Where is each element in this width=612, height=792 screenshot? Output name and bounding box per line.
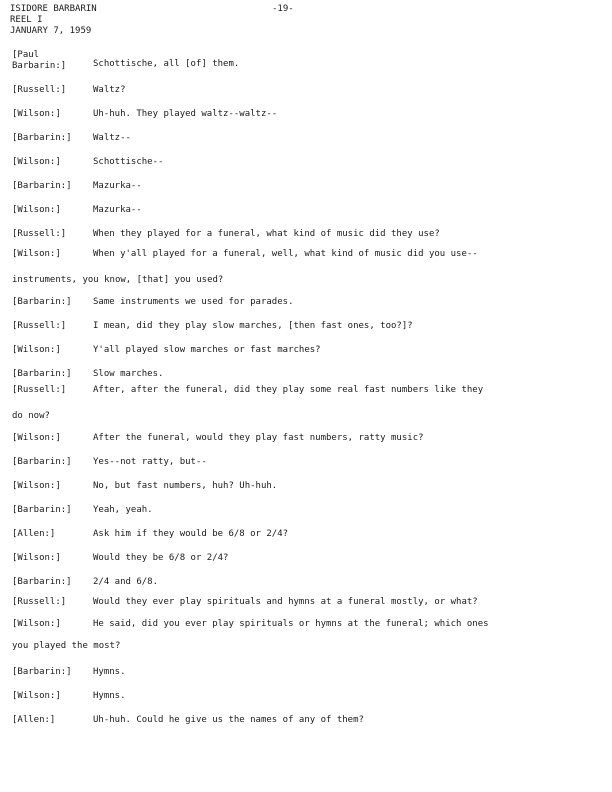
transcript-entry [0,691,612,705]
speaker-label: [Russell:] [12,85,67,95]
speech-continuation: you played the most? [12,641,121,651]
speech-text: I mean, did they play slow marches, [then fast ones, too?]? [93,321,413,331]
speaker-label: [Barbarin:] [12,505,72,515]
speaker-label: [Barbarin:] [12,297,72,307]
header-date: JANUARY 7, 1959 [10,26,92,36]
speech-text: Hymns. [93,691,126,701]
speech-text: Yeah, yeah. [93,505,153,515]
speech-text: Mazurka-- [93,181,142,191]
speaker-label-line: Barbarin:] [12,61,67,71]
speech-text: Mazurka-- [93,205,142,215]
transcript-entry [0,667,612,681]
transcript-entry [0,433,612,447]
speaker-label: [Wilson:] [12,249,61,259]
speech-continuation: instruments, you know, [that] you used? [12,275,224,285]
speech-text: Uh-huh. Could he give us the names of any of them? [93,715,364,725]
transcript-entry [0,85,612,99]
transcript-entry [0,345,612,359]
transcript-entry [0,553,612,567]
transcript-entry [0,109,612,123]
speech-text: When y'all played for a funeral, well, what kind of music did you use-- [93,249,478,259]
speech-text: Ask him if they would be 6/8 or 2/4? [93,529,289,539]
speaker-label: [Wilson:] [12,691,61,701]
speaker-label: [Wilson:] [12,619,61,629]
speaker-label: [Russell:] [12,385,67,395]
speaker-label-line: [Paul [12,50,40,60]
speech-text: Waltz-- [93,133,131,143]
speech-text: When they played for a funeral, what kind of music did they use? [93,229,440,239]
speech-continuation: do now? [12,411,50,421]
transcript-entry [0,321,612,335]
speech-text: Y'all played slow marches or fast marches? [93,345,321,355]
speech-text: After the funeral, would they play fast numbers, ratty music? [93,433,424,443]
document-header [10,4,210,37]
transcript-entry [0,157,612,171]
speech-text: He said, did you ever play spirituals or hymns at the funeral; which ones [93,619,489,629]
transcript-entry [0,577,612,591]
speaker-label: [Barbarin:] [12,667,72,677]
speaker-label [12,50,66,72]
speech-text: Schottische, all [of] them. [93,59,240,69]
speech-text: Would they ever play spirituals and hymns at a funeral mostly, or what? [93,597,478,607]
page-number: -19- [272,4,294,14]
transcript-entry [0,619,612,651]
speaker-label: [Barbarin:] [12,133,72,143]
header-interviewee: ISIDORE BARBARIN [10,4,97,14]
transcript-entry [0,597,612,611]
transcript-entry [0,369,612,383]
transcript-entry [0,205,612,219]
transcript-entry [0,529,612,543]
speaker-label: [Allen:] [12,529,56,539]
speaker-label: [Wilson:] [12,205,61,215]
speaker-label: [Barbarin:] [12,369,72,379]
speaker-label: [Wilson:] [12,553,61,563]
speaker-label: [Barbarin:] [12,457,72,467]
speech-text: Slow marches. [93,369,164,379]
header-reel: REEL I [10,15,43,25]
speech-text: Waltz? [93,85,126,95]
speech-text: Would they be 6/8 or 2/4? [93,553,229,563]
speech-text: Same instruments we used for parades. [93,297,294,307]
speaker-label: [Russell:] [12,229,67,239]
speaker-label: [Wilson:] [12,109,61,119]
speech-text: Yes--not ratty, but-- [93,457,207,467]
transcript-entry [0,181,612,195]
transcript-entry [0,457,612,471]
transcript-entry [0,481,612,495]
speaker-label: [Wilson:] [12,481,61,491]
speaker-label: [Russell:] [12,597,67,607]
transcript-entry [0,385,612,421]
transcript-entry [0,249,612,285]
speaker-label: [Wilson:] [12,157,61,167]
speaker-label: [Allen:] [12,715,56,725]
transcript-entry [0,297,612,311]
speaker-label: [Russell:] [12,321,67,331]
speech-text: 2/4 and 6/8. [93,577,159,587]
speaker-label: [Barbarin:] [12,181,72,191]
transcript-entry [0,715,612,729]
speaker-label: [Wilson:] [12,433,61,443]
speech-text: No, but fast numbers, huh? Uh-huh. [93,481,278,491]
transcript-entry [0,229,612,243]
speech-text: Hymns. [93,667,126,677]
transcript-entry [0,133,612,147]
speaker-label: [Barbarin:] [12,577,72,587]
speaker-label: [Wilson:] [12,345,61,355]
speech-text: After, after the funeral, did they play some real fast numbers like they [93,385,484,395]
transcript-entry [0,50,612,73]
transcript-entry [0,505,612,519]
speech-text: Uh-huh. They played waltz--waltz-- [93,109,278,119]
speech-text: Schottische-- [93,157,164,167]
